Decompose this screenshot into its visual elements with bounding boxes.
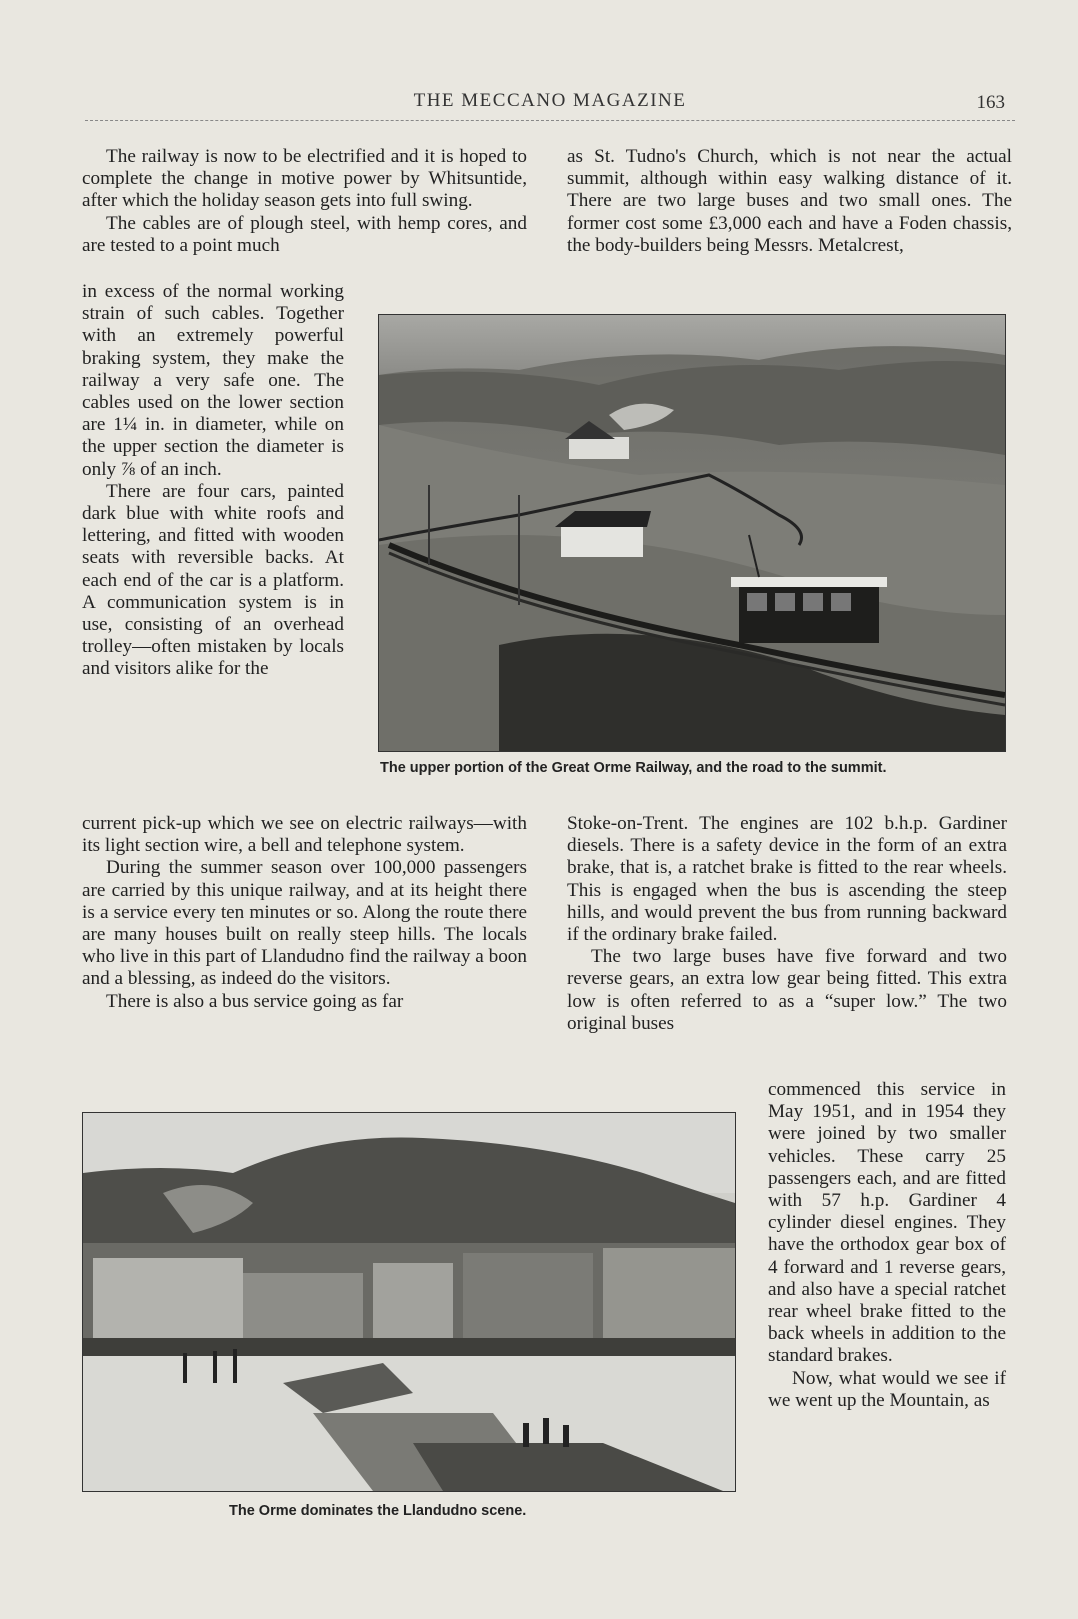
paragraph: The cables are of plough steel, with hemp cores, and are tested to a point much bbox=[82, 212, 527, 256]
col1-narrow-text bbox=[82, 281, 344, 681]
page-number: 163 bbox=[976, 92, 1005, 113]
paragraph: current pick-up which we see on electric railways—with its light section wire, a bell and telephone system. bbox=[82, 813, 527, 857]
llandudno-photo bbox=[82, 1112, 736, 1492]
llandudno-landscape-image bbox=[83, 1113, 735, 1491]
col2-narrow-text bbox=[768, 1079, 1006, 1412]
llandudno-photo-caption: The Orme dominates the Llandudno scene. bbox=[229, 1503, 527, 1519]
paragraph: The railway is now to be electrified and it is hoped to complete the change in motive power by Whitsuntide, after which the holiday season gets into full swing. bbox=[82, 146, 527, 212]
col1-bottom-text bbox=[82, 813, 527, 1013]
railway-landscape-image bbox=[379, 315, 1005, 751]
paragraph: There are four cars, painted dark blue with white roofs and lettering, and fitted with wooden seats with reversible backs. At each end of the car is a platform. A communication system is in use, consisting of an overhead trolley—often mistaken by locals and visitors alike for the bbox=[82, 480, 344, 680]
paragraph: Now, what would we see if we went up the Mountain, as bbox=[768, 1367, 1006, 1411]
paragraph: The two large buses have five forward and two reverse gears, an extra low gear being fitted. This extra low is often referred to as a “super low.” The two original buses bbox=[567, 946, 1007, 1034]
paragraph: Stoke-on-Trent. The engines are 102 b.h.p. Gardiner diesels. There is a safety device in the form of an extra brake, that is, a ratchet brake is fitted to the rear wheels. This is engaged when the bus is ascending the steep hills, and would prevent the bus from running backward if the ordinary brake failed. bbox=[567, 813, 1007, 946]
page-header bbox=[85, 86, 1015, 121]
col2-middle-text bbox=[567, 813, 1007, 1035]
great-orme-railway-photo bbox=[378, 314, 1006, 752]
paragraph: During the summer season over 100,000 passengers are carried by this unique railway, and at its height there is a service every ten minutes or so. Along the route there are many houses built on really steep hills. The locals who live in this part of Llandudno find the railway a boon and a blessing, as indeed do the visitors. bbox=[82, 857, 527, 990]
paragraph: as St. Tudno's Church, which is not near the actual summit, although within easy walking distance of it. There are two large buses and two small ones. The former cost some £3,000 each and have a Foden chassis, the body-builders being Messrs. Metalcrest, bbox=[567, 146, 1012, 256]
paragraph: There is also a bus service going as far bbox=[106, 990, 404, 1012]
railway-photo-caption: The upper portion of the Great Orme Railway, and the road to the summit. bbox=[380, 760, 887, 776]
paragraph: commenced this service in May 1951, and in 1954 they were joined by two smaller vehicles. These carry 25 passengers each, and are fitted with 57 h.p. Gardiner 4 cylinder diesel engines. They have the orthodox gear box of 4 forward and 1 reverse gears, and also have a special ratchet rear wheel brake fitted to the back wheels in addition to the standard brakes. bbox=[768, 1079, 1006, 1367]
col1-top-text bbox=[82, 146, 527, 257]
col2-top-text bbox=[567, 146, 1012, 257]
paragraph: in excess of the normal working strain of such cables. Together with an extremely powerful braking system, they make the railway a very safe one. The cables used on the lower section are 1¼ in. in diameter, while on the upper section the diameter is only ⅞ of an inch. bbox=[82, 281, 344, 480]
magazine-title: THE MECCANO MAGAZINE bbox=[413, 90, 687, 111]
